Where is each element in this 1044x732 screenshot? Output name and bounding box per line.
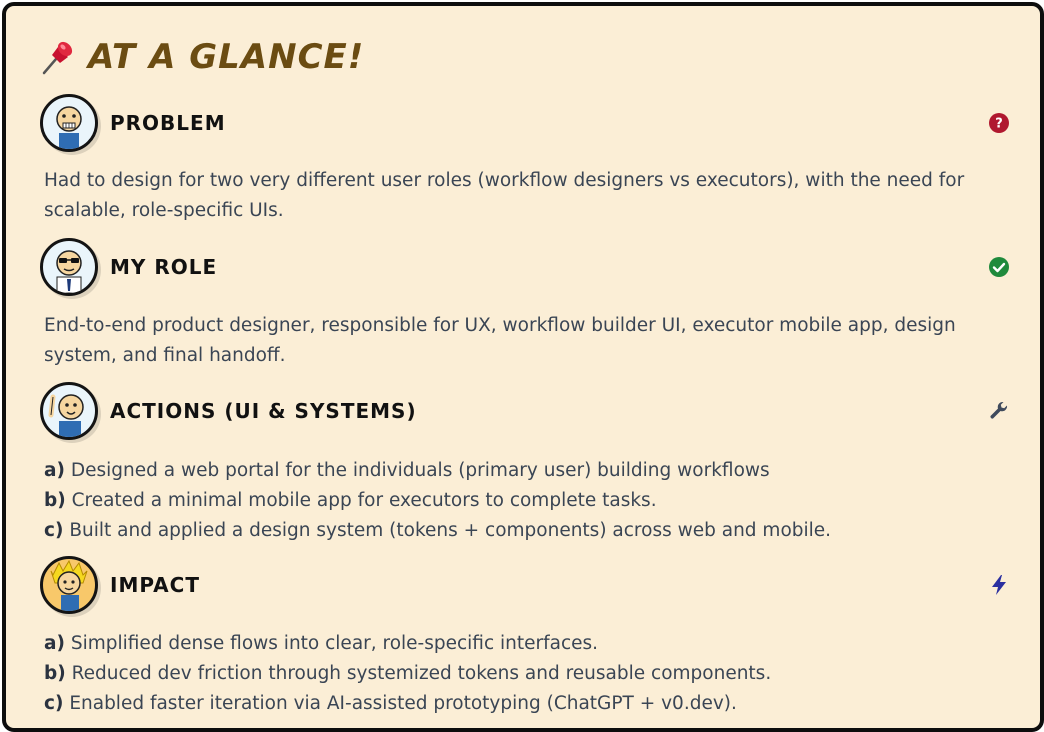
section-header-actions: [40, 380, 1010, 442]
worried-character-avatar: [40, 94, 98, 152]
svg-text:?: ?: [995, 116, 1003, 132]
section-header-my-role: [40, 236, 1010, 298]
question-circle-icon: [988, 112, 1010, 134]
section-title: IMPACT: [110, 573, 200, 597]
section-body-problem: [44, 166, 1014, 226]
list-item: a) Designed a web portal for the individuals (primary user) building workflows: [44, 460, 770, 481]
section-header-impact: [40, 554, 1010, 616]
section-body-text: Had to design for two very different user roles (workflow designers vs executors), with the need for scalable, role-specific UIs.: [44, 170, 965, 221]
list-item: c) Built and applied a design system (tokens + components) across web and mobile.: [44, 520, 832, 541]
super-character-avatar: [40, 556, 98, 614]
waving-character-avatar: [40, 382, 98, 440]
list-item: b) Reduced dev friction through systemized tokens and reusable components.: [44, 663, 772, 684]
section-title: MY ROLE: [110, 255, 218, 279]
lightning-icon: [988, 574, 1010, 596]
section-title: ACTIONS (UI & SYSTEMS): [110, 399, 417, 423]
section-title: PROBLEM: [110, 111, 226, 135]
card-header: [38, 34, 364, 80]
section-header-problem: [40, 92, 1010, 154]
list-item: c) Enabled faster iteration via AI-assisted prototyping (ChatGPT + v0.dev).: [44, 693, 737, 714]
check-circle-icon: [988, 256, 1010, 278]
section-body-text: End-to-end product designer, responsible for UX, workflow builder UI, executor mobile app, design system, and final handoff.: [44, 315, 956, 366]
list-item: b) Created a minimal mobile app for executors to complete tasks.: [44, 490, 657, 511]
section-body-actions: [44, 456, 1014, 546]
wrench-icon: [988, 400, 1010, 422]
pushpin-icon: [38, 37, 78, 77]
section-body-my-role: [44, 311, 1014, 371]
section-body-impact: [44, 629, 1014, 719]
list-item: a) Simplified dense flows into clear, role-specific interfaces.: [44, 633, 599, 654]
sunglasses-character-avatar: [40, 238, 98, 296]
at-a-glance-card: [2, 2, 1044, 732]
page-title: AT A GLANCE!: [88, 37, 365, 77]
